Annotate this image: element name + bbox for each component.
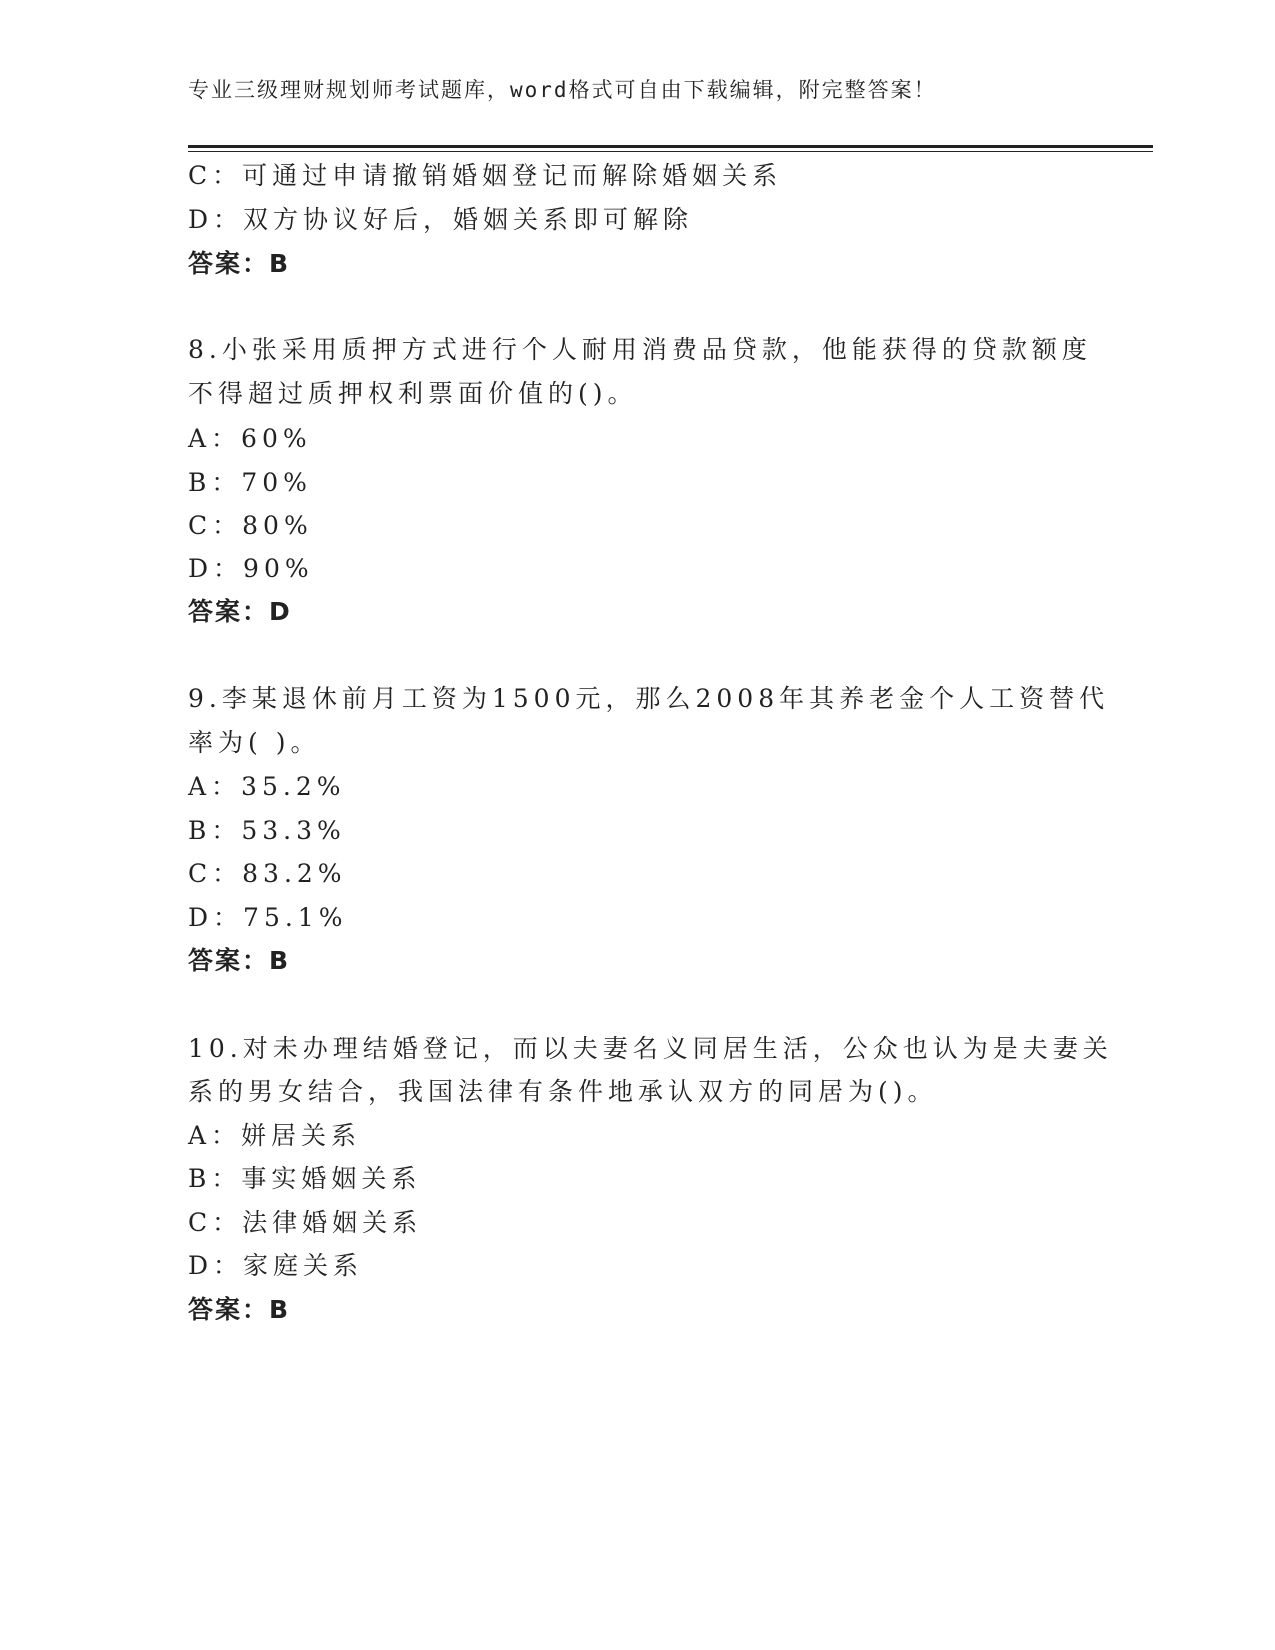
header-rule-thick [188,145,1153,148]
option-c: C：可通过申请撤销婚姻登记而解除婚姻关系 [188,161,783,190]
question-stem-line: 率为( )。 [188,728,321,757]
option-d: D：90% [188,554,314,583]
option-d: D：家庭关系 [188,1251,364,1280]
option-c: C：法律婚姻关系 [188,1208,423,1237]
answer: 答案：B [188,1295,291,1324]
question-stem-line: 系的男女结合，我国法律有条件地承认双方的同居为()。 [188,1077,938,1106]
header-rule-thin [188,151,1153,152]
answer: 答案：B [188,946,291,975]
option-a: A：60% [188,424,312,453]
option-b: B：53.3% [188,816,346,845]
option-b: B：70% [188,468,312,497]
option-a: A：姘居关系 [188,1121,362,1150]
answer: 答案：B [188,249,291,278]
option-d: D：双方协议好后，婚姻关系即可解除 [188,205,694,234]
option-b: B：事实婚姻关系 [188,1164,422,1193]
question-stem-line: 9.李某退休前月工资为1500元，那么2008年其养老金个人工资替代 [188,684,1110,713]
page-header: 专业三级理财规划师考试题库，word格式可自由下载编辑，附完整答案！ [188,78,937,102]
question-stem-line: 不得超过质押权利票面价值的()。 [188,379,638,408]
option-a: A：35.2% [188,772,346,801]
option-c: C：83.2% [188,859,347,888]
option-c: C：80% [188,511,313,540]
question-stem-line: 10.对未办理结婚登记，而以夫妻名义同居生活，公众也认为是夫妻关 [188,1034,1113,1063]
question-stem-line: 8.小张采用质押方式进行个人耐用消费品贷款，他能获得的贷款额度 [188,335,1092,364]
option-d: D：75.1% [188,903,348,932]
answer: 答案：D [188,597,292,626]
